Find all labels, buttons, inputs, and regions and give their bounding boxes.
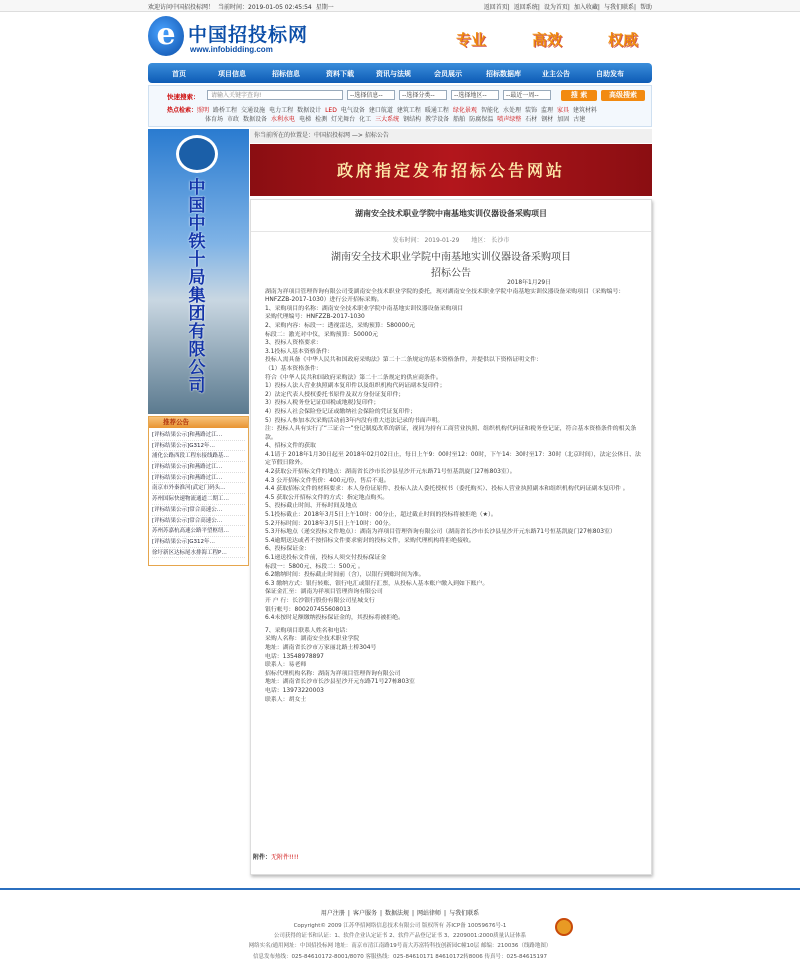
nav-owner-notices[interactable]: 业主公告 [542, 70, 570, 78]
article-paragraph: 2、采购内容：标段一：透视雷达，采购预算：580000元 [265, 322, 415, 329]
slogan-1: 专业 [456, 31, 487, 49]
hot-keyword[interactable]: 钢结构 [403, 116, 422, 123]
recommended-item[interactable]: 浦化公路西段工程东接线路基… [152, 451, 245, 462]
article-paragraph: 5）投标人参加本次采购活动前3年内没有重大违法记录的书面声明。 [265, 417, 444, 424]
article-body [265, 279, 641, 704]
banner-text: 政府指定发布招标公告网站 [336, 161, 565, 180]
advanced-search-button[interactable]: 高级搜索 [601, 90, 645, 101]
article-paragraph: 联系人：胡女士 [265, 696, 307, 703]
top-info [148, 2, 338, 11]
hot-keyword[interactable]: 市政 [227, 116, 240, 123]
recommended-item[interactable]: 徐圩新区达标尾水排海工程P… [152, 548, 245, 559]
hot-keyword[interactable]: 防腐保温 [469, 116, 494, 123]
article-paragraph: 3）投标人税务登记证(国税或地税)复印件； [265, 400, 380, 407]
police-badge-icon[interactable] [555, 918, 573, 936]
hot-keyword[interactable]: 电梯 [299, 116, 312, 123]
article-paragraph: 银行帐号：800207455608013 [265, 606, 351, 613]
article-title: 湖南安全技术职业学院中南基地实训仪器设备采购项目 [355, 209, 547, 218]
search-label: 快速搜索： [167, 93, 200, 101]
hot-keyword[interactable]: 交通设施 [241, 107, 266, 114]
nav-news[interactable]: 资讯与法规 [376, 70, 411, 78]
logo-url: www.infobidding.com [190, 45, 273, 54]
hot-keyword[interactable]: 监理 [540, 107, 553, 114]
article-paragraph: 4.4 获取招标文件的材料要求：本人身份证原件、投标人法人委托授权书（委托购买）、投标人营业执照副本和组织机构代码证副本复印件 。 [265, 486, 629, 493]
recommended-item[interactable]: 苏州国际快速物流通道二期工… [152, 494, 245, 505]
article-paragraph: 电话：13548978897 [265, 653, 324, 660]
hot-keyword[interactable]: 建筑材料 [573, 107, 598, 114]
nav-home[interactable]: 首页 [172, 70, 186, 78]
hot-keyword[interactable]: 三大系统 [375, 116, 400, 123]
footer-contact[interactable]: 与我们联系 [449, 910, 480, 917]
hot-keyword[interactable]: 喷声绿整 [497, 116, 522, 123]
article-paragraph: 6、投标保证金： [265, 546, 310, 553]
article-paragraph: 4）投标人社会保险登记证或缴纳社会保险的凭证复印件； [265, 408, 417, 415]
hot-keyword[interactable]: 水处理 [502, 107, 521, 114]
hot-keywords [167, 106, 647, 124]
recommended-notices [148, 416, 249, 566]
attachment-value: 无附件!!!! [271, 854, 299, 861]
hot-keyword[interactable]: 化工 [359, 116, 372, 123]
article-paragraph: 5.3开标地点（递交投标文件地点）：湖南为祥项目管理咨询有限公司（湖南省长沙市长沙县星沙开元东路71号恒基凯旋门27栋803室） [265, 529, 616, 536]
hot-keyword[interactable]: 建口航道 [368, 107, 393, 114]
logo-title[interactable]: 中国招投标网 [188, 24, 309, 46]
article [250, 199, 652, 875]
footer [0, 888, 800, 966]
article-paragraph: 4.2获取公开招标文件的地点：湖南省长沙市长沙县星沙开元东路71号恒基凯旋门27栋803室）。 [265, 469, 516, 476]
hot-keyword[interactable]: 电气设备 [340, 107, 365, 114]
top-bar [0, 0, 800, 12]
hot-keyword[interactable]: 电力工程 [269, 107, 294, 114]
weekday: 星期一 [315, 4, 334, 11]
publish-time: 发布时间： 2019-01-29 [392, 237, 460, 244]
sidebar [148, 129, 249, 565]
top-link-sethome[interactable]: 设为首页 [543, 4, 568, 11]
nav-downloads[interactable]: 资料下载 [326, 70, 354, 78]
footer-register[interactable]: 用户注册 [320, 910, 345, 917]
company-ad-banner[interactable] [148, 129, 249, 414]
article-paragraph: 6.1递送投标文件前，投标人须交付投标保证金 [265, 555, 387, 561]
breadcrumb: 你当前所在的位置是：中国招投标网 —> 招标公告 [250, 129, 652, 143]
current-time: 当前时间：2019-01-05 02:45:54 [218, 4, 312, 11]
select-period[interactable]: --最近一周-- [503, 90, 551, 100]
article-paragraph: 开 户 行：长沙银行股份有限公司星城支行 [265, 597, 375, 604]
footer-links: 用户注册 | 客户服务 | 数据法规 | 网站律师 | 与我们联系 [320, 910, 480, 917]
article-paragraph: 注：投标人具有实行了“三证合一”登记制度改革的新证，视同为持有工商营业执照、组织机构代码证和税务登记证，符合基本资格条件的相关条款。 [265, 426, 637, 441]
article-paragraph: 6.3 缴纳方式：银行转账、银行电汇或银行汇票，从投标人基本账户缴入到如下账户。 [265, 580, 489, 587]
article-paragraph: 投标人需具备《中华人民共和国政府采购法》第二十二条规定的基本资格条件，并提供以下资格证明文件： [265, 357, 542, 364]
article-paragraph: 3、投标人资格要求： [265, 340, 322, 347]
article-paragraph: 7、采购项目联系人姓名和电话： [265, 627, 352, 634]
recommended-item[interactable]: [评标结果公示]常合高速公… [152, 505, 245, 516]
nav-self-publish[interactable]: 自助发布 [596, 70, 624, 78]
hot-label: 热点检索： [167, 107, 198, 114]
article-paragraph: 5.1投标截止：2018年3月5日上午10时：00分止，超过截止时间的投标将被拒绝（★）。 [265, 512, 497, 519]
article-paragraph: 地址：湖南省长沙市长沙县星沙开元东路71号27栋803室 [265, 679, 415, 686]
hot-keyword[interactable]: 古建 [573, 116, 586, 123]
recommended-item[interactable]: 南京市外秦淮河(武定门码头… [152, 483, 245, 494]
company-emblem-icon [176, 135, 218, 173]
recommended-item[interactable]: [评标结果公示]和燕路过江… [152, 430, 245, 441]
hot-keyword[interactable]: 绿化景观 [452, 107, 477, 114]
red-banner [250, 144, 652, 196]
article-paragraph: 2018年1月29日 [507, 280, 551, 286]
hot-keyword[interactable]: 体育场 [205, 116, 224, 123]
article-paragraph: 标段一：5800元、标段二：500元 。 [265, 563, 364, 570]
hot-keyword[interactable]: 检测 [315, 116, 328, 123]
hot-keyword[interactable]: 数据设计 [297, 107, 322, 114]
recommended-item[interactable]: [评标结果公示]和燕路过江… [152, 473, 245, 484]
recommended-item[interactable]: [评标结果公示]和燕路过江… [152, 462, 245, 473]
logo-icon[interactable]: e [148, 16, 184, 56]
hot-keyword[interactable]: 灯光舞台 [331, 116, 356, 123]
top-link-contact[interactable]: 与我们联系 [603, 4, 634, 11]
footer-certs: 公司获得的证书和认证：1、软件企业认定证书 2、软件产品登记证书 3、2209001:2000质量认证体系 [273, 933, 527, 939]
select-region[interactable]: --选择地区-- [451, 90, 499, 100]
top-links: 返回首页| 返回系统| 设为首页| 加入收藏| 与我们联系| 帮助 [483, 4, 652, 11]
article-paragraph: 5.4逾期送达或者不按招标文件要求密封的投标文件，采购代理机构将拒绝接收。 [265, 537, 475, 544]
recommended-item[interactable]: 苏州苏嘉杭高速公路平望枢纽… [152, 526, 245, 537]
hot-keyword[interactable]: 家具 [557, 107, 570, 114]
top-link-help[interactable]: 帮助 [639, 4, 652, 11]
article-paragraph: 4.3 公开招标文件售价：400元/份，售后不退。 [265, 477, 390, 484]
search-input[interactable]: 请输入关键字查询! [207, 90, 343, 100]
article-subheading: 招标公告 [431, 268, 471, 279]
footer-address: 网络实名/通用网址：中国招投标网 地址：南京市清江南路19号南大苏富特科技创新园C幢10层 邮编：210036（线路地图） [248, 943, 552, 949]
article-paragraph: 符合《中华人民共和国政府采购法》第二十二条规定的供应商条件。 [265, 374, 442, 381]
article-paragraph: 5.2开标时间：2018年3月5日上午10时：00分。 [265, 520, 395, 527]
footer-lawyer[interactable]: 网站律师 [417, 910, 442, 917]
article-paragraph: 1、采购项目的名称：湖南安全技术职业学院中南基地实训仪器设备采购项目 [265, 305, 464, 312]
search-panel [148, 85, 652, 127]
attachment-label: 附件： [253, 854, 272, 861]
hot-keyword[interactable]: 暖通工程 [424, 107, 449, 114]
slogan [456, 29, 652, 49]
hot-keyword[interactable]: 水利水电 [271, 116, 296, 123]
article-paragraph: 6.4未按时足额缴纳投标保证金的，其投标将被拒绝。 [265, 615, 404, 622]
hot-keyword[interactable]: 建筑工程 [396, 107, 421, 114]
hot-keyword[interactable]: 路桥工程 [213, 107, 238, 114]
top-link-home[interactable]: 返回首页 [483, 4, 508, 11]
article-paragraph: 5、投标截止时间、开标时间及地点 [265, 503, 358, 510]
attachment [253, 852, 299, 861]
article-paragraph: 6.2缴纳时间：投标截止时间前（含），以银行到账时间为准。 [265, 572, 425, 579]
hot-keyword[interactable]: 数据设备 [243, 116, 268, 123]
article-paragraph: 招标代理机构名称：湖南为祥项目管理咨询有限公司 [265, 670, 401, 677]
main-content [250, 129, 652, 875]
nav-tenders[interactable]: 招标信息 [272, 70, 300, 78]
hot-keyword[interactable]: 船舶 [453, 116, 466, 123]
article-paragraph: 电话：13973220003 [265, 687, 324, 694]
recommended-item[interactable]: [评标结果公示]G312年… [152, 441, 245, 452]
slogan-2: 高效 [532, 31, 563, 49]
article-paragraph: 3.1投标人基本资格条件： [265, 348, 334, 355]
article-paragraph: 4.1请于 2018年1月30日起至 2018年02月02日止，每日上午9：00时至12：00时，下午14：30时至17：30时（北京时间），法定公休日、法定节假日除外。 [265, 451, 641, 467]
footer-hotline: 信息发布热线：025-84610172-8001/8070 客服热线：025-84610171 84610172转8006 传真号：025-84615197 [253, 954, 547, 960]
article-paragraph: 地址：湖南省长沙市万家丽北路土桥304号 [265, 644, 377, 651]
slogan-3: 权威 [608, 31, 639, 49]
search-button[interactable]: 搜 索 [561, 90, 597, 101]
footer-service[interactable]: 客户服务 [352, 910, 377, 917]
hot-keyword[interactable]: 装饰 [524, 107, 537, 114]
recommended-item[interactable]: [评标结果公示]G312年… [152, 537, 245, 548]
hot-keyword[interactable]: 加固 [557, 116, 570, 123]
recommended-title: 推荐公告 [149, 417, 248, 428]
article-meta [251, 231, 651, 244]
top-link-favorite[interactable]: 加入收藏 [573, 4, 598, 11]
article-paragraph: 标段二：激光对中仪，采购预算：50000元 [265, 331, 378, 338]
hot-keyword[interactable]: 教学设备 [425, 116, 450, 123]
article-heading: 湖南安全技术职业学院中南基地实训仪器设备采购项目 [331, 252, 571, 263]
article-paragraph: 2）法定代表人授权委托书原件及双方身份证复印件； [265, 391, 405, 398]
company-name: 中国中铁十局集团有限公司 [188, 178, 206, 396]
article-paragraph: 联系人：易老师 [265, 662, 307, 669]
hot-keyword[interactable]: 钢材 [541, 116, 554, 123]
article-paragraph: 4、招标文件的获取 [265, 443, 316, 450]
hot-keyword[interactable]: LED [325, 107, 337, 114]
footer-laws[interactable]: 数据法规 [384, 910, 409, 917]
article-paragraph: 保证金汇至：湖南为祥项目管理咨询有限公司 [265, 589, 383, 596]
nav-members[interactable]: 会员展示 [434, 70, 462, 78]
hot-keyword[interactable]: 照明 [197, 107, 210, 114]
recommended-list [149, 428, 248, 560]
footer-copyright: Copyright© 2009 江苏华招网络信息技术有限公司 版权所有 苏ICP备 10059676号-1 [293, 923, 507, 929]
nav-projects[interactable]: 项目信息 [218, 70, 246, 78]
article-paragraph: （1）基本资格条件： [265, 365, 322, 372]
hot-keyword[interactable]: 智能化 [480, 107, 499, 114]
article-paragraph: 采购人名称：湖南安全技术职业学院 [265, 636, 360, 643]
article-paragraph: 湖南为祥项目管理咨询有限公司受湖南安全技术职业学院的委托，现对湖南安全技术职业学院中南基地实训仪器设备采购项目（采购编号：HNFZZB-2017-1030）进行公开招标采购。 [265, 288, 625, 304]
header [148, 14, 652, 60]
recommended-item[interactable]: [评标结果公示]常合高速公… [152, 516, 245, 527]
article-paragraph: 4.5 获取公开招标文件的方式：指定地点购买。 [265, 494, 389, 501]
region: 地区： 长沙市 [471, 237, 510, 244]
welcome-text: 欢迎访问中国招投标网！ [148, 4, 215, 11]
nav-database[interactable]: 招标数据库 [486, 70, 521, 78]
hot-keyword[interactable]: 石材 [525, 116, 538, 123]
top-link-system[interactable]: 返回系统 [513, 4, 538, 11]
article-paragraph: 采购代理编号：HNFZZB-2017-1030 [265, 314, 365, 321]
main-nav [148, 63, 652, 83]
article-paragraph: 1）投标人法人营业执照副本复印件以及组织机构代码证副本复印件； [265, 383, 446, 390]
select-category[interactable]: --选择分类-- [399, 90, 447, 100]
select-info[interactable]: --选择信息-- [347, 90, 395, 100]
